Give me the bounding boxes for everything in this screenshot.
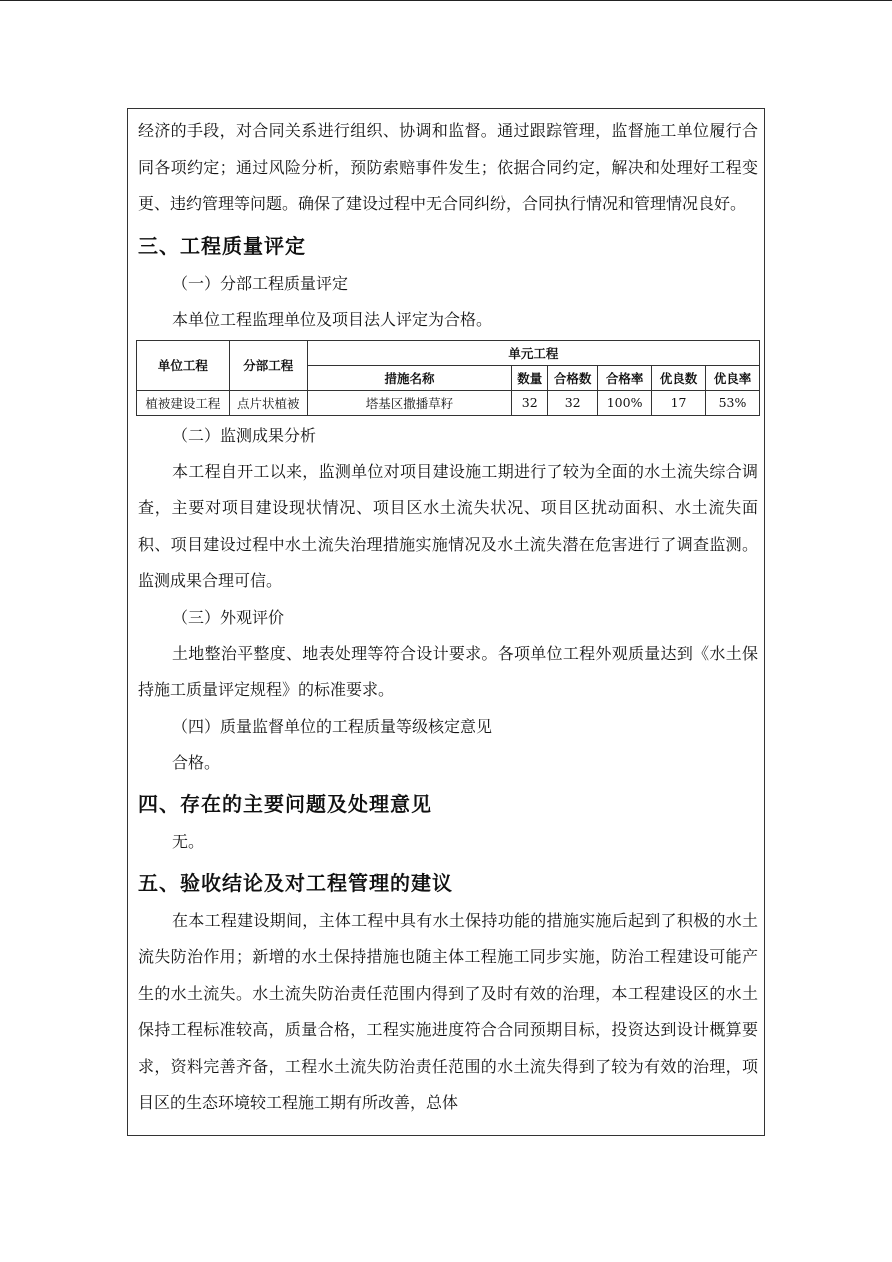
th-excellent-rate: 优良率 [706,365,760,390]
section3-sub4-text: 合格。 [172,752,221,772]
th-excellent: 优良数 [652,365,706,390]
th-division-project: 分部工程 [229,340,307,390]
td-excellent: 17 [652,390,706,415]
document-frame [127,108,765,1136]
section3-sub2: （二）监测成果分析 [172,425,317,445]
th-quantity: 数量 [512,365,548,390]
td-measure-name: 塔基区撒播草籽 [307,390,512,415]
table-header-row-1 [137,340,760,365]
section5-text: 在本工程建设期间，主体工程中具有水土保持功能的措施实施后起到了积极的水土流失防治作用；新增的水土保持措施也随主体工程施工同步实施，防治工程建设可能产生的水土流失。水土流失防治责任范围内得到了及时有效的治理，本工程建设区的水土保持工程标准较高，质量合格，工程实施进度符合合同预期目标，投资达到设计概算要求，资料完善齐备，工程水土流失防治责任范围的水土流失得到了较为有效的治理，项目区的生态环境较工程施工期有所改善，总体 [138,910,758,1112]
section3-sub1-text: 本单位工程监理单位及项目法人评定为合格。 [172,309,493,329]
td-pass-rate: 100% [598,390,652,415]
section3-sub2-text: 本工程自开工以来，监测单位对项目建设施工期进行了较为全面的水土流失综合调查，主要对项目建设现状情况、项目区水土流失状况、项目区扰动面积、水土流失面积、项目建设过程中水土流失治理措施实施情况及水土流失潜在危害进行了调查监测。监测成果合理可信。 [138,461,758,590]
td-passed: 32 [548,390,598,415]
section5-heading: 五、验收结论及对工程管理的建议 [138,870,453,895]
section3-sub1: （一）分部工程质量评定 [172,273,349,293]
quality-table [136,340,760,416]
th-passed: 合格数 [548,365,598,390]
td-division-project: 点片状植被 [229,390,307,415]
th-pass-rate: 合格率 [598,365,652,390]
th-unit-project: 单位工程 [137,340,230,390]
section3-sub4: （四）质量监督单位的工程质量等级核定意见 [172,716,493,736]
intro-paragraph: 经济的手段，对合同关系进行组织、协调和监督。通过跟踪管理，监督施工单位履行合同各项约定；通过风险分析，预防索赔事件发生；依据合同约定，解决和处理好工程变更、违约管理等问题。确保了建设过程中无合同纠纷，合同执行情况和管理情况良好。 [138,121,758,213]
section3-heading: 三、工程质量评定 [138,233,306,258]
section3-sub3: （三）外观评价 [172,607,285,627]
section4-text: 无。 [172,831,205,851]
td-quantity: 32 [512,390,548,415]
page-top-rule [0,0,892,1]
th-measure-name: 措施名称 [307,365,512,390]
td-excellent-rate: 53% [706,390,760,415]
td-unit-project: 植被建设工程 [137,390,230,415]
table-row [137,390,760,415]
th-element-project: 单元工程 [307,340,759,365]
section4-heading: 四、存在的主要问题及处理意见 [138,791,432,816]
section3-sub3-text: 土地整治平整度、地表处理等符合设计要求。各项单位工程外观质量达到《水土保持施工质量评定规程》的标准要求。 [138,643,758,699]
